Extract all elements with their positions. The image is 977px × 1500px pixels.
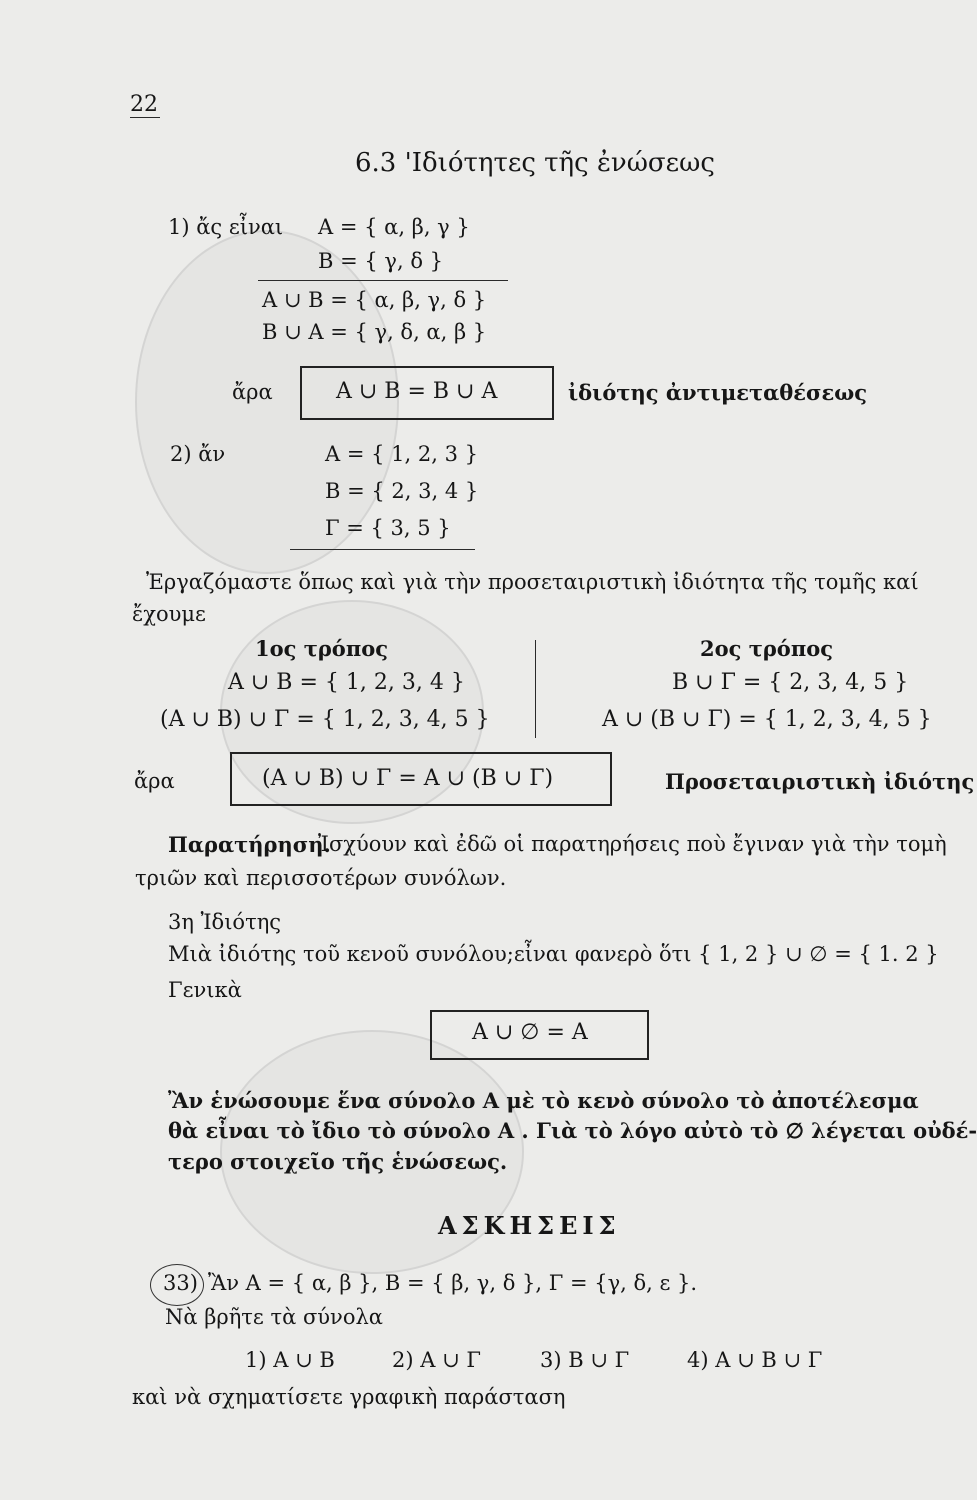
divider-line <box>258 280 508 281</box>
work-text-2: ἔχουμε <box>132 602 206 626</box>
page-number-underline <box>130 117 160 118</box>
example1-line4: Β ∪ Α = { γ, δ, α, β } <box>262 320 487 344</box>
method2-line1: Β ∪ Γ = { 2, 3, 4, 5 } <box>672 670 909 695</box>
empty-set-formula: Α ∪ ∅ = Α <box>472 1020 588 1045</box>
method-separator <box>535 640 536 738</box>
associative-property: Προσεταιριστικὴ ἰδιότης <box>665 769 975 794</box>
example1-line2: Β = { γ, δ } <box>318 249 443 273</box>
exercise-item-3: 3) Β ∪ Γ <box>540 1348 630 1372</box>
example2-prefix: 2) ἄν <box>170 442 226 466</box>
exercise-number: 33) <box>163 1271 198 1295</box>
commutative-property: ἰδιότης ἀντιμεταθέσεως <box>568 380 868 405</box>
remark-text: Ἰσχύουν καὶ ἐδῶ οἱ παρατηρήσεις ποὺ ἔγιναν γιὰ τὴν τομὴ <box>318 832 947 856</box>
remark-text-2: τριῶν καὶ περισσοτέρων συνόλων. <box>135 866 507 890</box>
exercise-item-1: 1) Α ∪ Β <box>245 1348 335 1372</box>
example1-line1: Α = { α, β, γ } <box>318 215 470 239</box>
ara-label: ἄρα <box>232 380 273 404</box>
work-text: Ἐργαζόμαστε ὅπως καὶ γιὰ τὴν προσεταιριστικὴ ἰδιότητα τῆς τομῆς καί <box>146 570 919 594</box>
associative-formula: (Α ∪ Β) ∪ Γ = Α ∪ (Β ∪ Γ) <box>262 766 554 791</box>
commutative-formula: Α ∪ Β = Β ∪ Α <box>336 379 498 404</box>
example1-prefix: 1) ἄς εἶναι <box>168 215 284 239</box>
example2-line2: Β = { 2, 3, 4 } <box>325 479 479 503</box>
example2-line1: Α = { 1, 2, 3 } <box>325 442 478 466</box>
method1-line2: (Α ∪ Β) ∪ Γ = { 1, 2, 3, 4, 5 } <box>160 707 490 732</box>
bold-paragraph-line-1: Ἂν ἑνώσουμε ἕνα σύνολο Α μὲ τὸ κενὸ σύνολο τὸ ἀποτέλεσμα <box>168 1088 919 1113</box>
remark-label: Παρατήρηση. <box>168 832 331 857</box>
exercises-title: ΑΣΚΗΣΕΙΣ <box>438 1211 621 1240</box>
method1-line1: Α ∪ Β = { 1, 2, 3, 4 } <box>228 670 465 695</box>
exercise-line-4: καὶ νὰ σχηματίσετε γραφικὴ παράσταση <box>132 1385 566 1409</box>
genika-label: Γενικὰ <box>168 978 242 1002</box>
example1-line3: Α ∪ Β = { α, β, γ, δ } <box>262 288 487 312</box>
method2-title: 2ος τρόπος <box>700 636 833 661</box>
divider-line <box>290 549 475 550</box>
exercise-item-2: 2) Α ∪ Γ <box>392 1348 481 1372</box>
method2-line2: Α ∪ (Β ∪ Γ) = { 1, 2, 3, 4, 5 } <box>602 707 932 732</box>
bold-paragraph-line-2: θὰ εἶναι τὸ ἴδιο τὸ σύνολο Α . Γιὰ τὸ λόγο αὐτὸ τὸ ∅ λέγεται οὐδέ- <box>168 1118 977 1143</box>
exercise-item-4: 4) Α ∪ Β ∪ Γ <box>687 1348 823 1372</box>
method1-title: 1ος τρόπος <box>255 636 388 661</box>
page-number: 22 <box>130 92 158 117</box>
exercise-line-2: Νὰ βρῆτε τὰ σύνολα <box>165 1305 383 1329</box>
ara-label-assoc: ἄρα <box>134 769 175 793</box>
section-title: 6.3 'Ιδιότητες τῆς ἐνώσεως <box>355 148 715 178</box>
exercise-line-1: Ἂν Α = { α, β }, Β = { β, γ, δ }, Γ = {γ, δ, ε }. <box>208 1271 698 1295</box>
bold-paragraph-line-3: τερο στοιχεῖο τῆς ἑνώσεως. <box>168 1149 508 1174</box>
third-title: 3η Ἰδιότης <box>168 910 282 934</box>
third-text: Μιὰ ἰδιότης τοῦ κενοῦ συνόλου;εἶναι φανερὸ ὅτι { 1, 2 } ∪ ∅ = { 1. 2 } <box>168 942 939 966</box>
example2-line3: Γ = { 3, 5 } <box>325 516 451 540</box>
